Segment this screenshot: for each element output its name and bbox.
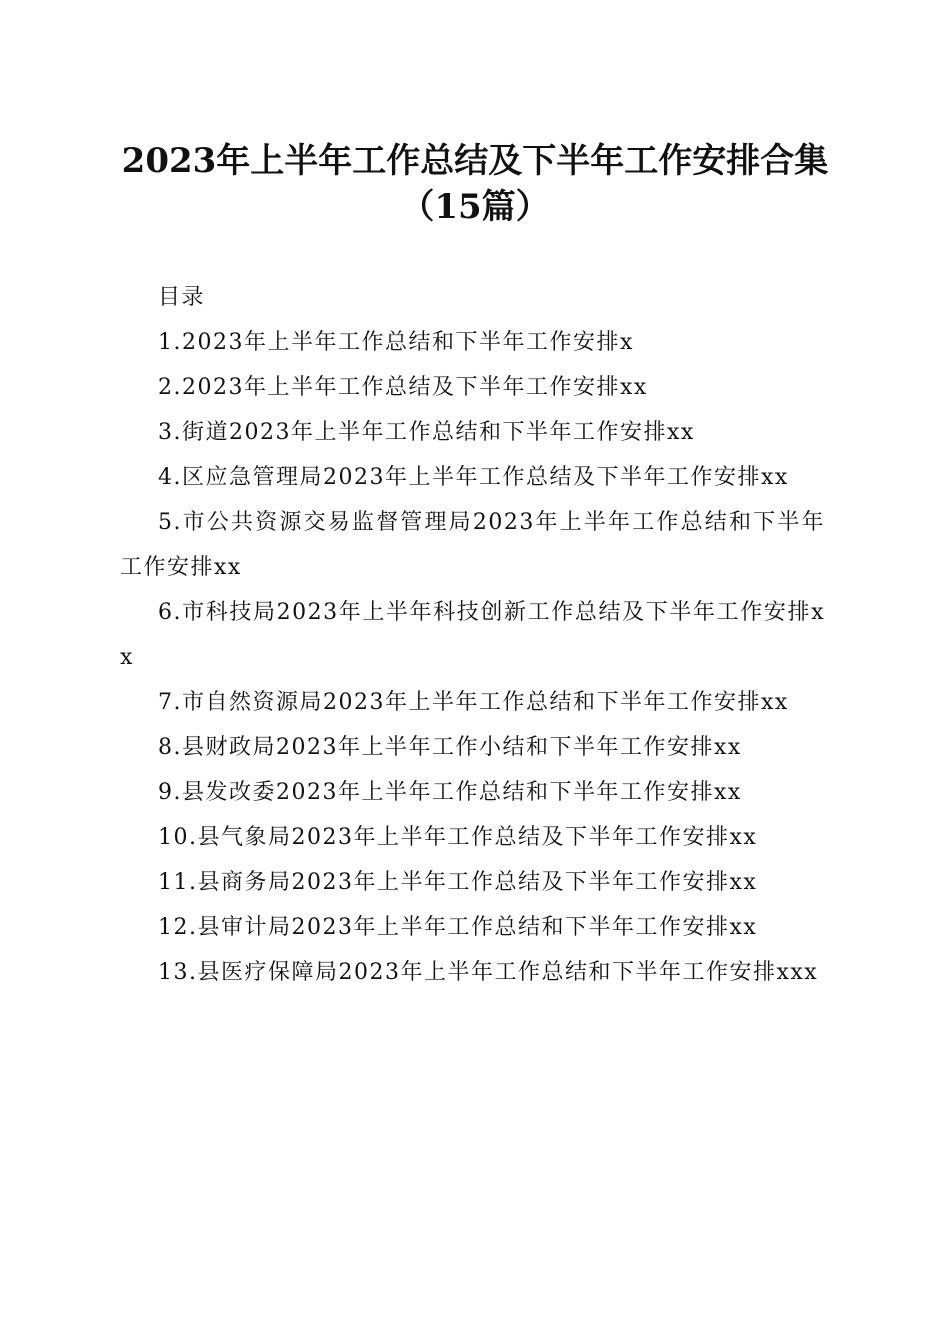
toc-item: 3.街道2023年上半年工作总结和下半年工作安排xx	[158, 420, 695, 445]
document-title: 2023年上半年工作总结及下半年工作安排合集（15篇）	[121, 141, 829, 227]
toc-item: 6.市科技局2023年上半年科技创新工作总结及下半年工作安排xx	[120, 600, 825, 670]
toc-item: 8.县财政局2023年上半年工作小结和下半年工作安排xx	[158, 735, 742, 760]
toc-item: 9.县发改委2023年上半年工作总结和下半年工作安排xx	[158, 780, 742, 805]
toc-item: 13.县医疗保障局2023年上半年工作总结和下半年工作安排xxx	[158, 960, 819, 985]
toc-heading: 目录	[158, 285, 206, 310]
toc-item: 5.市公共资源交易监督管理局2023年上半年工作总结和下半年工作安排xx	[120, 510, 825, 580]
toc-list	[120, 320, 825, 995]
toc-item: 7.市自然资源局2023年上半年工作总结和下半年工作安排xx	[158, 690, 789, 715]
toc-item: 11.县商务局2023年上半年工作总结及下半年工作安排xx	[158, 870, 758, 895]
toc-item: 12.县审计局2023年上半年工作总结和下半年工作安排xx	[158, 915, 758, 940]
toc-item: 10.县气象局2023年上半年工作总结及下半年工作安排xx	[158, 825, 758, 850]
toc-item: 4.区应急管理局2023年上半年工作总结及下半年工作安排xx	[158, 465, 789, 490]
table-of-contents	[120, 275, 825, 995]
toc-item: 1.2023年上半年工作总结和下半年工作安排x	[158, 330, 634, 355]
toc-item: 2.2023年上半年工作总结及下半年工作安排xx	[158, 375, 648, 400]
